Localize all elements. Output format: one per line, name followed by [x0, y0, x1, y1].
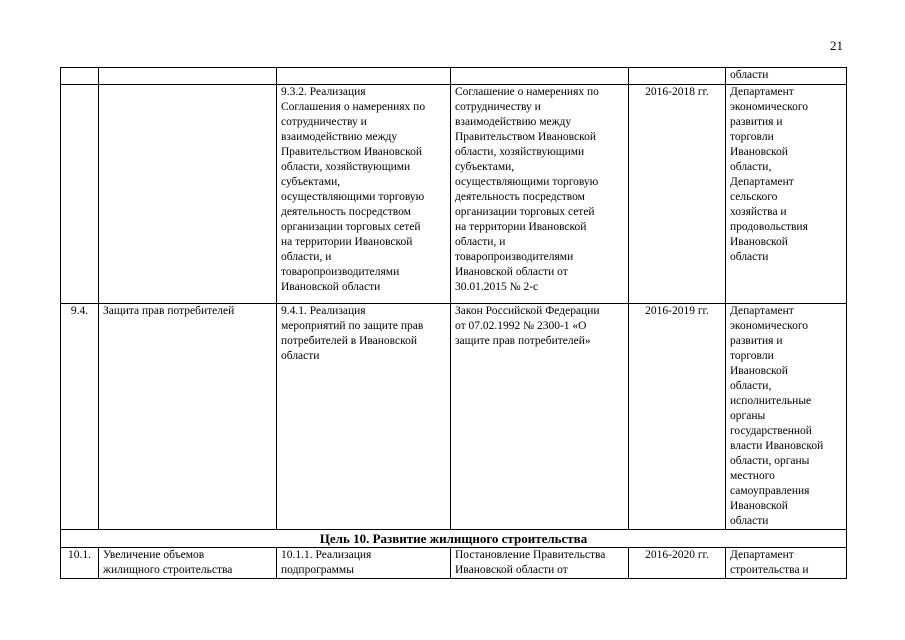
cell-period: 2016-2019 гг. — [629, 304, 726, 530]
cell-measure: 9.4.1. Реализация мероприятий по защите прав потребителей в Ивановской области — [277, 304, 451, 530]
cell-measure: 10.1.1. Реализация подпрограммы — [277, 548, 451, 579]
cell-number — [61, 68, 99, 85]
cell-measure — [277, 68, 451, 85]
cell-responsible: Департамент экономического развития и торговли Ивановской области, Департамент сельского хозяйства и продовольствия Ивановской области — [726, 85, 847, 304]
cell-period — [629, 68, 726, 85]
table-row — [61, 68, 847, 85]
goal-row — [61, 530, 847, 548]
cell-measure: 9.3.2. Реализация Соглашения о намерениях по сотрудничеству и взаимодействию между Правительством Ивановской области, хозяйствующими субъектами, осуществляющими торговую деятельность посредством организации торговых сетей на территории Ивановской области, и товаропроизводителями Ивановской области — [277, 85, 451, 304]
cell-task — [99, 85, 277, 304]
cell-document — [451, 68, 629, 85]
cell-responsible: области — [726, 68, 847, 85]
table-row — [61, 304, 847, 530]
cell-document: Постановление Правительства Ивановской области от — [451, 548, 629, 579]
cell-task: Увеличение объемов жилищного строительства — [99, 548, 277, 579]
program-measures-table — [60, 67, 847, 579]
cell-responsible: Департамент экономического развития и торговли Ивановской области, исполнительные органы государственной власти Ивановской области, органы местного самоуправления Ивановской области — [726, 304, 847, 530]
cell-number: 10.1. — [61, 548, 99, 579]
cell-document: Закон Российской Федерации от 07.02.1992 № 2300-1 «О защите прав потребителей» — [451, 304, 629, 530]
cell-task: Защита прав потребителей — [99, 304, 277, 530]
page-number: 21 — [830, 38, 843, 53]
cell-task — [99, 68, 277, 85]
cell-period: 2016-2020 гг. — [629, 548, 726, 579]
cell-number — [61, 85, 99, 304]
cell-responsible: Департамент строительства и — [726, 548, 847, 579]
table-row — [61, 548, 847, 579]
table-row — [61, 85, 847, 304]
cell-document: Соглашение о намерениях по сотрудничеству и взаимодействию между Правительством Ивановской области, хозяйствующими субъектами, осуществляющими торговую деятельность посредством организации торговых сетей на территории Ивановской области, и товаропроизводителями Ивановской области от 30.01.2015 № 2-с — [451, 85, 629, 304]
cell-number: 9.4. — [61, 304, 99, 530]
cell-period: 2016-2018 гг. — [629, 85, 726, 304]
goal-heading: Цель 10. Развитие жилищного строительства — [61, 530, 847, 548]
